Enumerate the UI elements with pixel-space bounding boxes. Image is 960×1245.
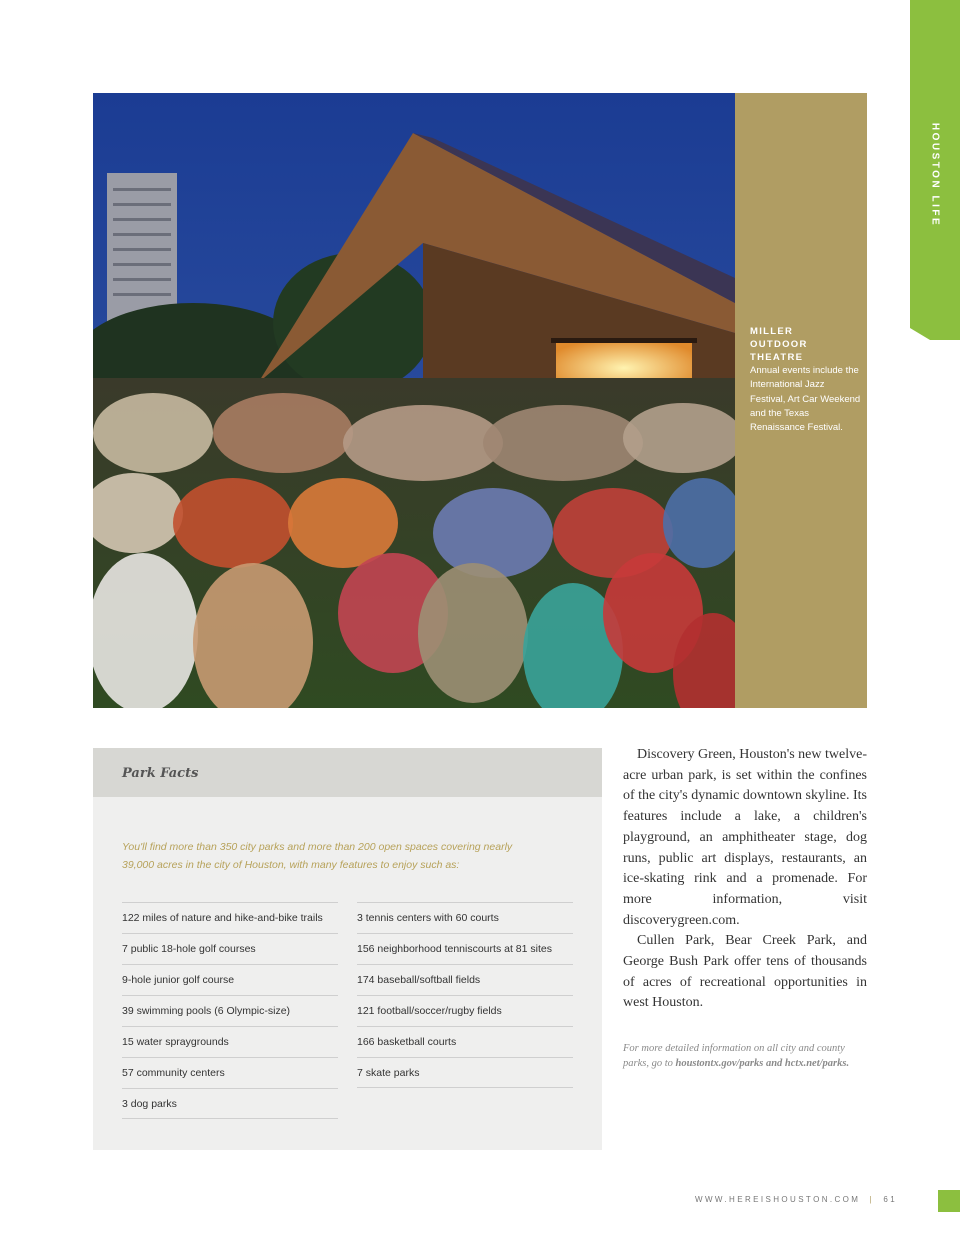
park-facts-right-list — [357, 902, 573, 1088]
fact-item: 7 public 18-hole golf courses — [122, 933, 338, 964]
footer-separator: | — [869, 1195, 875, 1204]
body-paragraph: Cullen Park, Bear Creek Park, and George Bush Park offer tens of thousands of acres of recreational opportunities in west Houston. — [623, 933, 867, 1011]
note-mid: and — [763, 1058, 785, 1069]
note-suffix: . — [846, 1058, 850, 1069]
fact-item: 3 dog parks — [122, 1088, 338, 1119]
outdoor-theatre-photo — [93, 93, 735, 708]
footer — [695, 1195, 897, 1204]
note-link-city[interactable]: houstontx.gov/parks — [675, 1058, 764, 1069]
body-paragraph: Discovery Green, Houston's new twelve-acre urban park, is set within the confines of the city's dynamic downtown skyline. Its features include a lake, a children's playground, an amphitheater stage, dog runs, public art displays, restaurants, an ice-skating rink and a promenade. For more information, visit discoverygreen.com. — [623, 747, 867, 928]
fact-item: 166 basketball courts — [357, 1026, 573, 1057]
park-facts-intro: You'll find more than 350 city parks and more than 200 open spaces covering nearly 39,000 acres in the city of Houston, with many features to enjoy such as: — [122, 841, 513, 871]
fact-item: 15 water spraygrounds — [122, 1026, 338, 1057]
fact-item: 156 neighborhood tenniscourts at 81 sites — [357, 933, 573, 964]
section-label: HOUSTON LIFE — [929, 122, 941, 228]
caption-title-line: OUTDOOR — [750, 339, 808, 350]
fact-item: 7 skate parks — [357, 1057, 573, 1088]
fact-item: 122 miles of nature and hike-and-bike trails — [122, 902, 338, 933]
article-body — [623, 745, 867, 1014]
fact-item: 39 swimming pools (6 Olympic-size) — [122, 995, 338, 1026]
fact-item: 174 baseball/softball fields — [357, 964, 573, 995]
fact-item: 57 community centers — [122, 1057, 338, 1088]
fact-item: 3 tennis centers with 60 courts — [357, 902, 573, 933]
caption-title-line: MILLER — [750, 326, 794, 337]
park-facts-title: Park Facts — [122, 766, 199, 781]
fact-item: 9-hole junior golf course — [122, 964, 338, 995]
note-link-county[interactable]: hctx.net/parks — [784, 1058, 847, 1069]
fact-item: 121 football/soccer/rugby fields — [357, 995, 573, 1026]
caption-title-line: THEATRE — [750, 352, 804, 363]
footer-url[interactable]: WWW.HEREISHOUSTON.COM — [695, 1195, 861, 1204]
photo-caption — [750, 325, 862, 435]
page-number: 61 — [883, 1195, 898, 1204]
page-tab — [938, 1190, 960, 1212]
park-facts-left-list — [122, 902, 338, 1119]
parks-info-note — [623, 1041, 867, 1071]
note-prefix: For more detailed information on all city and county parks, go to — [623, 1043, 845, 1069]
caption-body: Annual events include the International Jazz Festival, Art Car Weekend and the Texas Renaissance Festival. — [750, 365, 861, 434]
caption-title — [750, 325, 862, 364]
